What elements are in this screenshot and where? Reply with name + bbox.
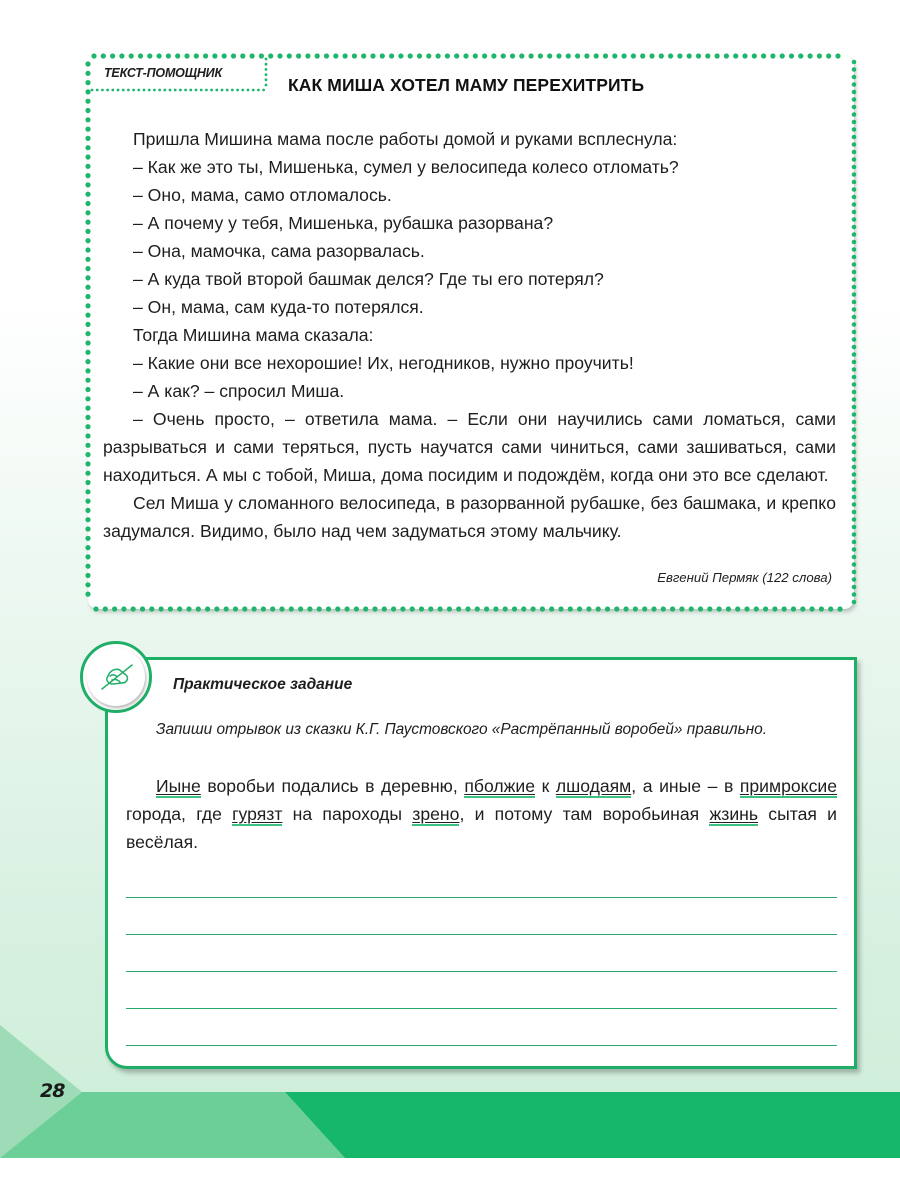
misspelled-word: Иыне	[156, 776, 201, 796]
story-paragraph: – Он, мама, сам куда-то потерялся.	[133, 297, 424, 317]
helper-tag-label: ТЕКСТ-ПОМОЩНИК	[104, 66, 222, 80]
task-instruction: Запиши отрывок из сказки К.Г. Паустовского «Растрёпанный воробей» правильно.	[156, 721, 768, 738]
passage-text: сытая и весёлая.	[126, 804, 837, 852]
story-paragraph: Пришла Мишина мама после работы домой и руками всплеснула:	[133, 129, 678, 149]
misspelled-word: гурязт	[232, 804, 283, 824]
task-title: Практическое задание	[173, 676, 353, 693]
story-title: КАК МИША ХОТЕЛ МАМУ ПЕРЕХИТРИТЬ	[288, 75, 645, 95]
story-paragraph: Сел Миша у сломанного велосипеда, в разорванной рубашке, без башмака, и крепко задумался. Видимо, было над чем задуматься этому мальчику.	[103, 493, 836, 541]
story-paragraph: – А почему у тебя, Мишенька, рубашка разорвана?	[133, 213, 554, 233]
misspelled-word: лшодаям	[555, 776, 632, 796]
story-paragraph: – Очень просто, – ответила мама. – Если они научились сами ломаться, сами разрываться и сами теряться, пусть научатся сами чиниться, сами зашиваться, сами находиться. А мы с тобой, Миша, дома посидим и подождём, когда они это все сделают.	[103, 409, 836, 485]
story-author: Евгений Пермяк (122 слова)	[657, 570, 832, 585]
passage-text: воробьи подались в деревню,	[200, 776, 465, 796]
story-paragraph: – А как? – спросил Миша.	[133, 381, 345, 401]
passage-text: города, где	[126, 804, 233, 824]
story-paragraph: – Какие они все нехорошие! Их, негодников, нужно проучить!	[133, 353, 634, 373]
footer-dark-band	[285, 1092, 900, 1158]
misspelled-word: пболжие	[464, 776, 535, 796]
story-paragraph: – Она, мамочка, сама разорвалась.	[133, 241, 425, 261]
passage-text: на пароходы	[282, 804, 413, 824]
passage-text: , и потому там воробьиная	[459, 804, 710, 824]
page-number: 28	[40, 1080, 65, 1102]
story-paragraph: – Оно, мама, само отломалось.	[133, 185, 392, 205]
misspelled-word: примроксие	[739, 776, 837, 796]
passage-text: к	[535, 776, 556, 796]
story-paragraph: – А куда твой второй башмак делся? Где ты его потерял?	[133, 269, 604, 289]
misspelled-word: жзинь	[709, 804, 759, 824]
story-paragraph: Тогда Мишина мама сказала:	[133, 325, 374, 345]
passage-text: , а иные – в	[631, 776, 740, 796]
story-paragraph: – Как же это ты, Мишенька, сумел у велосипеда колесо отломать?	[133, 157, 679, 177]
misspelled-word: зрено	[412, 804, 460, 824]
